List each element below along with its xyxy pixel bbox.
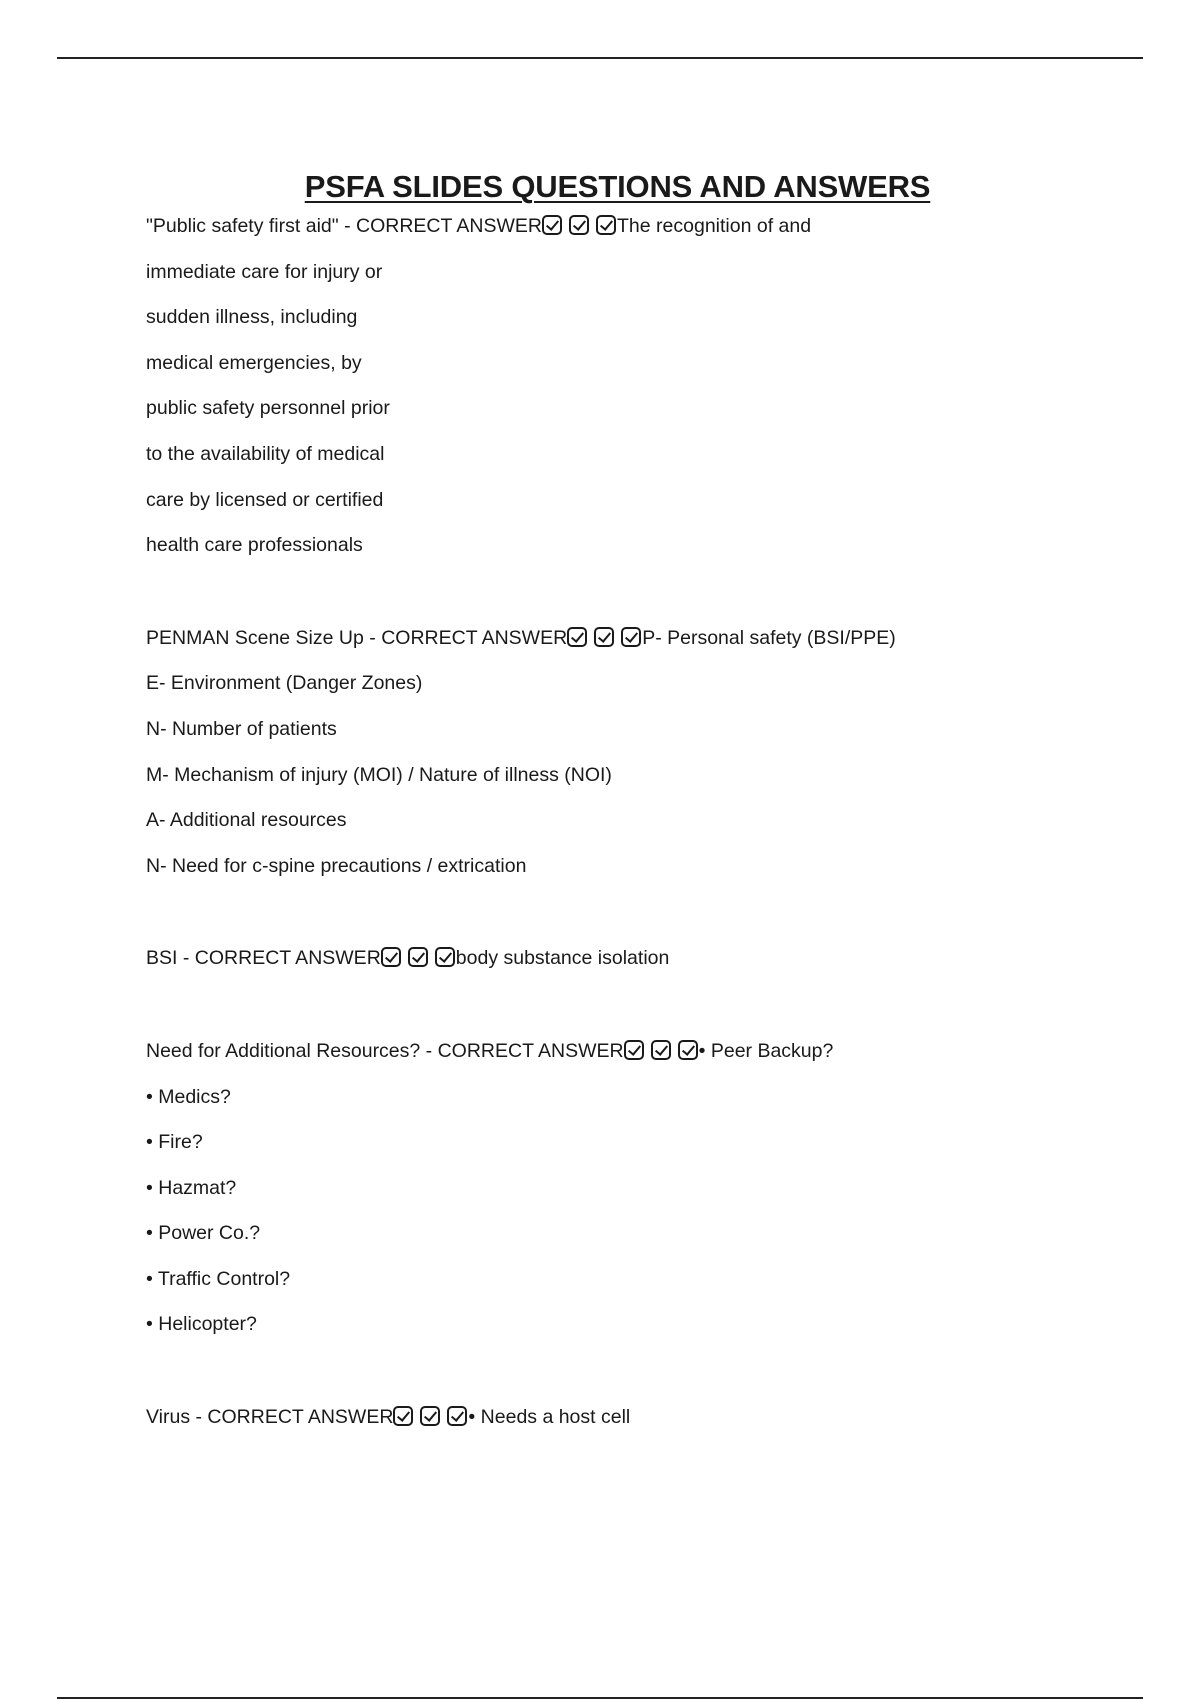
qa-entry bbox=[146, 626, 1146, 900]
checkbox-checked-icon bbox=[624, 1040, 644, 1060]
top-rule bbox=[57, 57, 1143, 59]
answer-line bbox=[146, 717, 1146, 763]
checkbox-checked-icon bbox=[621, 627, 641, 647]
answer-line bbox=[146, 1312, 1146, 1358]
checkbox-checked-icon bbox=[651, 1040, 671, 1060]
qa-entry bbox=[146, 946, 1146, 992]
answer-text: • Peer Backup? bbox=[698, 1039, 834, 1062]
checkbox-checked-icon bbox=[408, 947, 428, 967]
correct-answer-label: CORRECT ANSWER bbox=[381, 626, 568, 649]
checkbox-checked-icon bbox=[435, 947, 455, 967]
checkbox-checked-icon bbox=[420, 1406, 440, 1426]
correct-answer-label: CORRECT ANSWER bbox=[194, 947, 381, 970]
answer-line bbox=[146, 396, 1146, 442]
answer-line bbox=[146, 488, 1146, 534]
answer-text: • Needs a host cell bbox=[468, 1406, 631, 1429]
answer-text: sudden illness, including bbox=[146, 306, 358, 329]
answer-text: A- Additional resources bbox=[146, 809, 347, 832]
question-text: Virus bbox=[146, 1406, 191, 1429]
answer-text: • Helicopter? bbox=[146, 1313, 257, 1336]
answer-text: • Traffic Control? bbox=[146, 1267, 291, 1290]
qa-list bbox=[146, 214, 1146, 1498]
answer-text: • Hazmat? bbox=[146, 1176, 237, 1199]
checkbox-checked-icon bbox=[542, 215, 562, 235]
question-text: BSI bbox=[146, 947, 178, 970]
answer-line bbox=[146, 671, 1146, 717]
checkmarks bbox=[567, 627, 642, 654]
answer-line bbox=[146, 260, 1146, 306]
checkbox-checked-icon bbox=[678, 1040, 698, 1060]
answer-line bbox=[146, 1130, 1146, 1176]
answer-line bbox=[146, 1267, 1146, 1313]
qa-first-line: Virus - CORRECT ANSWER • Needs a host cell bbox=[146, 1405, 1146, 1451]
checkbox-checked-icon bbox=[596, 215, 616, 235]
checkmarks bbox=[542, 215, 617, 242]
answer-text: body substance isolation bbox=[455, 947, 670, 970]
answer-line bbox=[146, 1085, 1146, 1131]
answer-line bbox=[146, 351, 1146, 397]
qa-first-line: Need for Additional Resources? - CORRECT ANSWER • Peer Backup? bbox=[146, 1039, 1146, 1085]
question-text: Need for Additional Resources? bbox=[146, 1039, 421, 1062]
question-text: PENMAN Scene Size Up bbox=[146, 626, 364, 649]
answer-text: N- Need for c-spine precautions / extrication bbox=[146, 854, 527, 877]
correct-answer-label: CORRECT ANSWER bbox=[437, 1039, 624, 1062]
answer-line bbox=[146, 854, 1146, 900]
answer-text: • Power Co.? bbox=[146, 1222, 261, 1245]
answer-line bbox=[146, 442, 1146, 488]
answer-text: immediate care for injury or bbox=[146, 260, 383, 283]
qa-first-line: PENMAN Scene Size Up - CORRECT ANSWER P- Personal safety (BSI/PPE) bbox=[146, 626, 1146, 672]
qa-entry bbox=[146, 214, 1146, 579]
checkmarks bbox=[393, 1406, 468, 1433]
answer-text: E- Environment (Danger Zones) bbox=[146, 672, 423, 695]
question-text: "Public safety first aid" bbox=[146, 215, 339, 237]
checkbox-checked-icon bbox=[594, 627, 614, 647]
answer-text: public safety personnel prior bbox=[146, 397, 390, 420]
answer-line bbox=[146, 533, 1146, 579]
answer-text: • Medics? bbox=[146, 1085, 231, 1108]
answer-text: to the availability of medical bbox=[146, 442, 385, 465]
answer-text: care by licensed or certified bbox=[146, 488, 384, 511]
checkbox-checked-icon bbox=[381, 947, 401, 967]
answer-text: health care professionals bbox=[146, 534, 363, 557]
answer-text: M- Mechanism of injury (MOI) / Nature of illness (NOI) bbox=[146, 763, 612, 786]
checkbox-checked-icon bbox=[447, 1406, 467, 1426]
qa-entry bbox=[146, 1405, 1146, 1451]
checkmarks bbox=[624, 1040, 699, 1067]
answer-line bbox=[146, 1176, 1146, 1222]
checkbox-checked-icon bbox=[567, 627, 587, 647]
qa-entry bbox=[146, 1039, 1146, 1358]
checkmarks bbox=[381, 947, 456, 974]
answer-text: • Fire? bbox=[146, 1131, 203, 1154]
checkbox-checked-icon bbox=[569, 215, 589, 235]
page-title: PSFA SLIDES QUESTIONS AND ANSWERS bbox=[304, 168, 931, 204]
answer-text: The recognition of and bbox=[617, 215, 812, 237]
answer-line bbox=[146, 808, 1146, 854]
answer-line bbox=[146, 1221, 1146, 1267]
answer-text: medical emergencies, by bbox=[146, 351, 362, 374]
checkbox-checked-icon bbox=[393, 1406, 413, 1426]
qa-first-line: "Public safety first aid" - CORRECT ANSWER The recognition of and bbox=[146, 214, 1146, 260]
answer-text: N- Number of patients bbox=[146, 717, 337, 740]
answer-line bbox=[146, 763, 1146, 809]
correct-answer-label: CORRECT ANSWER bbox=[356, 215, 543, 237]
bottom-rule bbox=[57, 1697, 1143, 1699]
answer-line bbox=[146, 305, 1146, 351]
correct-answer-label: CORRECT ANSWER bbox=[207, 1406, 394, 1429]
qa-first-line: BSI - CORRECT ANSWER body substance isolation bbox=[146, 946, 1146, 992]
answer-text: P- Personal safety (BSI/PPE) bbox=[642, 626, 896, 649]
